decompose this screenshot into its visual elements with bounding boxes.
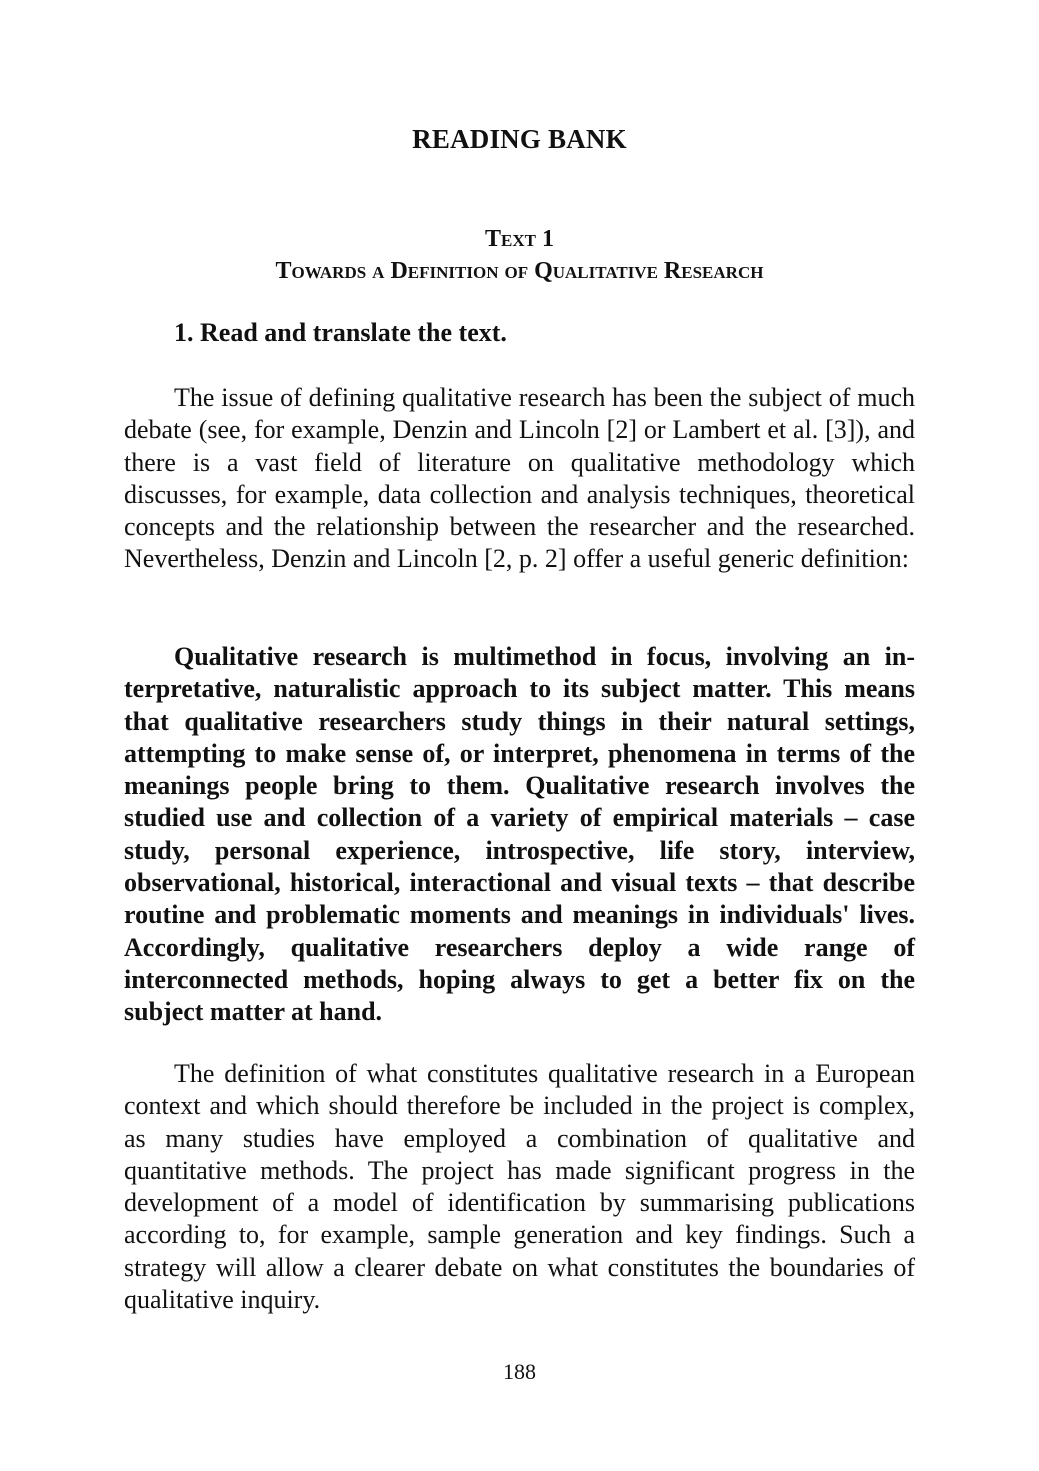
task-instruction: 1. Read and translate the text. xyxy=(174,318,507,347)
paragraph-context: The definition of what constitutes qualitative research in a European context and which should therefore be included in the project is complex, as many studies have employed a combination of qualitative and quantitative methods. The project has made significant progress in the development of a model of identification by summarising publications according to, for example, sample generation and key findings. Such a strategy will allow a clearer debate on what constitutes the boundaries of qualitative inquiry. xyxy=(124,1059,915,1315)
text-number: Text 1 xyxy=(485,226,554,252)
definition-quote: Qualitative research is multimethod in focus, involving an interpretative, naturalistic approach to its subject matter. This means that qualitative researchers study things in their natural settings, attempting to make sense of, or interpret, phenomena in terms of the meanings people bring to them. Qualitative research involves the studied use and collection of a variety of empirical materials – case study, personal experience, introspective, life story, interview, observational, historical, interactional and visual texts – that describe routine and problematic moments and meanings in individuals' lives. Accordingly, qualitative researchers deploy a wide range of interconnected methods, hoping always to get a better fix on the subject matter at hand. xyxy=(124,642,915,1027)
paragraph-intro: The issue of defining qualitative research has been the subject of much debate (see, for example, Denzin and Lincoln [2] or Lambert et al. [3]), and there is a vast field of literature on qualitative methodology which discusses, for example, data collection and analysis techniques, theoretical concepts and the relationship between the researcher and the researched. Nevertheless, Denzin and Lincoln [2, p. 2] offer a useful generic definition: xyxy=(124,383,915,574)
text-title: Towards a Definition of Qualitative Research xyxy=(275,258,764,284)
book-page xyxy=(124,0,915,1471)
page-number: 188 xyxy=(503,1359,536,1384)
section-title: READING BANK xyxy=(412,124,627,154)
